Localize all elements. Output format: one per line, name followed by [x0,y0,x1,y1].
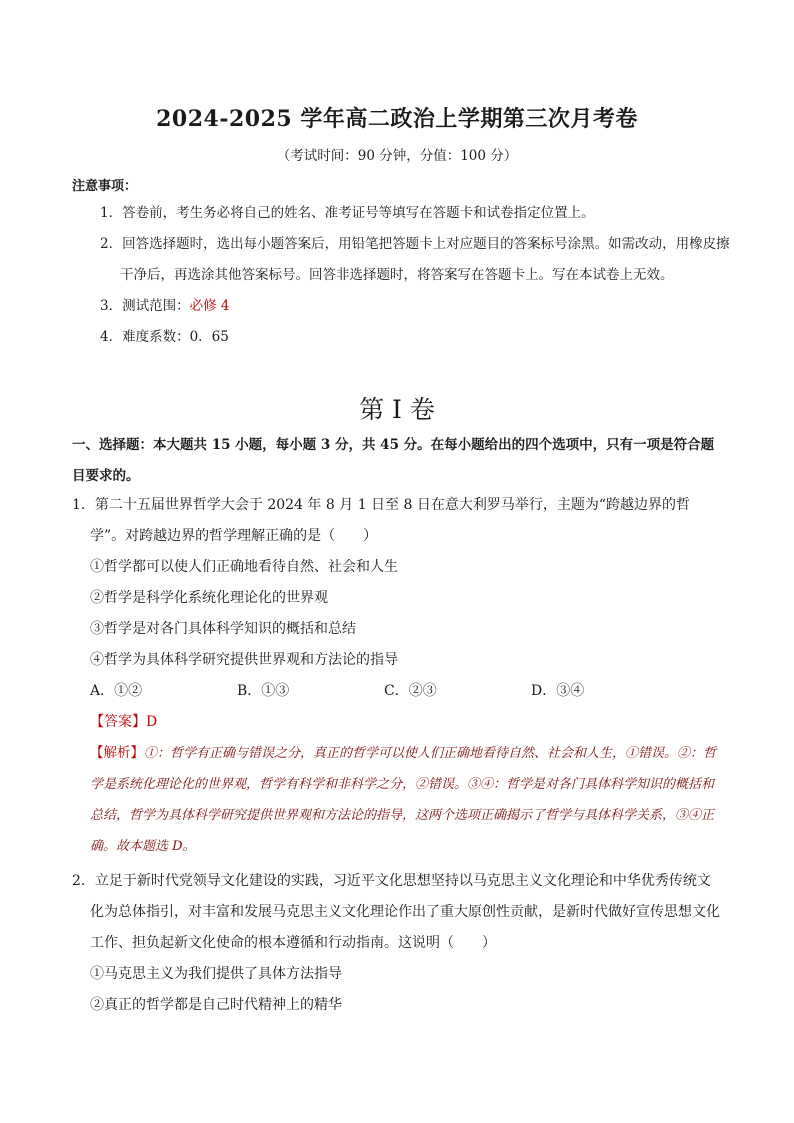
choice-c: C．②③ [384,683,437,699]
choice-d: D．③④ [531,683,585,699]
question-1-explanation [72,738,722,862]
question-1 [72,490,722,862]
scope-label: 3．测试范围： [100,298,190,314]
question-2-option-2: ②真正的哲学都是自己时代精神上的精华 [90,997,342,1013]
volume-title: 第 I 卷 [359,395,435,424]
notice-item-3 [100,291,730,322]
question-1-answer: 【答案】D [90,714,158,730]
question-2-option-1: ①马克思主义为我们提供了具体方法指导 [90,966,342,982]
notice-item-2: 2．回答选择题时，选出每小题答案后，用铅笔把答题卡上对应题目的答案标号涂黑。如需改动，用橡皮擦干净后，再选涂其他答案标号。回答非选择题时，将答案写在答题卡上。写在本试卷上无效。 [100,236,730,283]
exam-title: 2024-2025 学年高二政治上学期第三次月考卷 [156,106,638,132]
question-1-option-4: ④哲学为具体科学研究提供世界观和方法论的指导 [90,652,398,668]
choice-b: B．①③ [237,683,290,699]
notice-heading: 注意事项： [72,179,138,194]
question-2 [72,866,722,1021]
scope-value: 必修 4 [189,298,230,314]
notice-list [100,198,730,353]
choice-a: A．①② [90,683,143,699]
question-2-stem: 2．立足于新时代党领导文化建设的实践，习近平文化思想坚持以马克思主义文化理论和中华优秀传统文化为总体指引，对丰富和发展马克思主义文化理论作出了重大原创性贡献，是新时代做好宣传思想文化工作、担负起新文化使命的根本遵循和行动指南。这说明（ ） [72,873,720,951]
question-1-option-3: ③哲学是对各门具体科学知识的概括和总结 [90,621,356,637]
question-1-choices [72,676,722,707]
exam-subtitle: （考试时间：90 分钟，分值：100 分） [276,148,518,164]
notice-item-1: 1．答卷前，考生务必将自己的姓名、准考证号等填写在答题卡和试卷指定位置上。 [100,205,595,221]
explanation-label: 【解析】 [90,745,144,761]
section-heading: 一、选择题：本大题共 15 小题，每小题 3 分，共 45 分。在每小题给出的四个选项中，只有一项是符合题目要求的。 [72,437,715,484]
notice-item-4: 4．难度系数：0．65 [100,329,229,345]
explanation-text: ①：哲学有正确与错误之分，真正的哲学可以使人们正确地看待自然、社会和人生，①错误。②：哲学是系统化理论化的世界观，哲学有科学和非科学之分，②错误。③④：哲学是对各门具体科学知识的概括和总结，哲学为具体科学研究提供世界观和方法论的指导，这两个选项正确揭示了哲学与具体科学关系，③④正确。故本题选 D。 [90,746,717,854]
question-1-option-2: ②哲学是科学化系统化理论化的世界观 [90,590,328,606]
question-1-stem: 1．第二十五届世界哲学大会于 2024 年 8 月 1 日至 8 日在意大利罗马举行，主题为“跨越边界的哲学”。对跨越边界的哲学理解正确的是（ ） [72,497,691,544]
question-1-option-1: ①哲学都可以使人们正确地看待自然、社会和人生 [90,559,398,575]
